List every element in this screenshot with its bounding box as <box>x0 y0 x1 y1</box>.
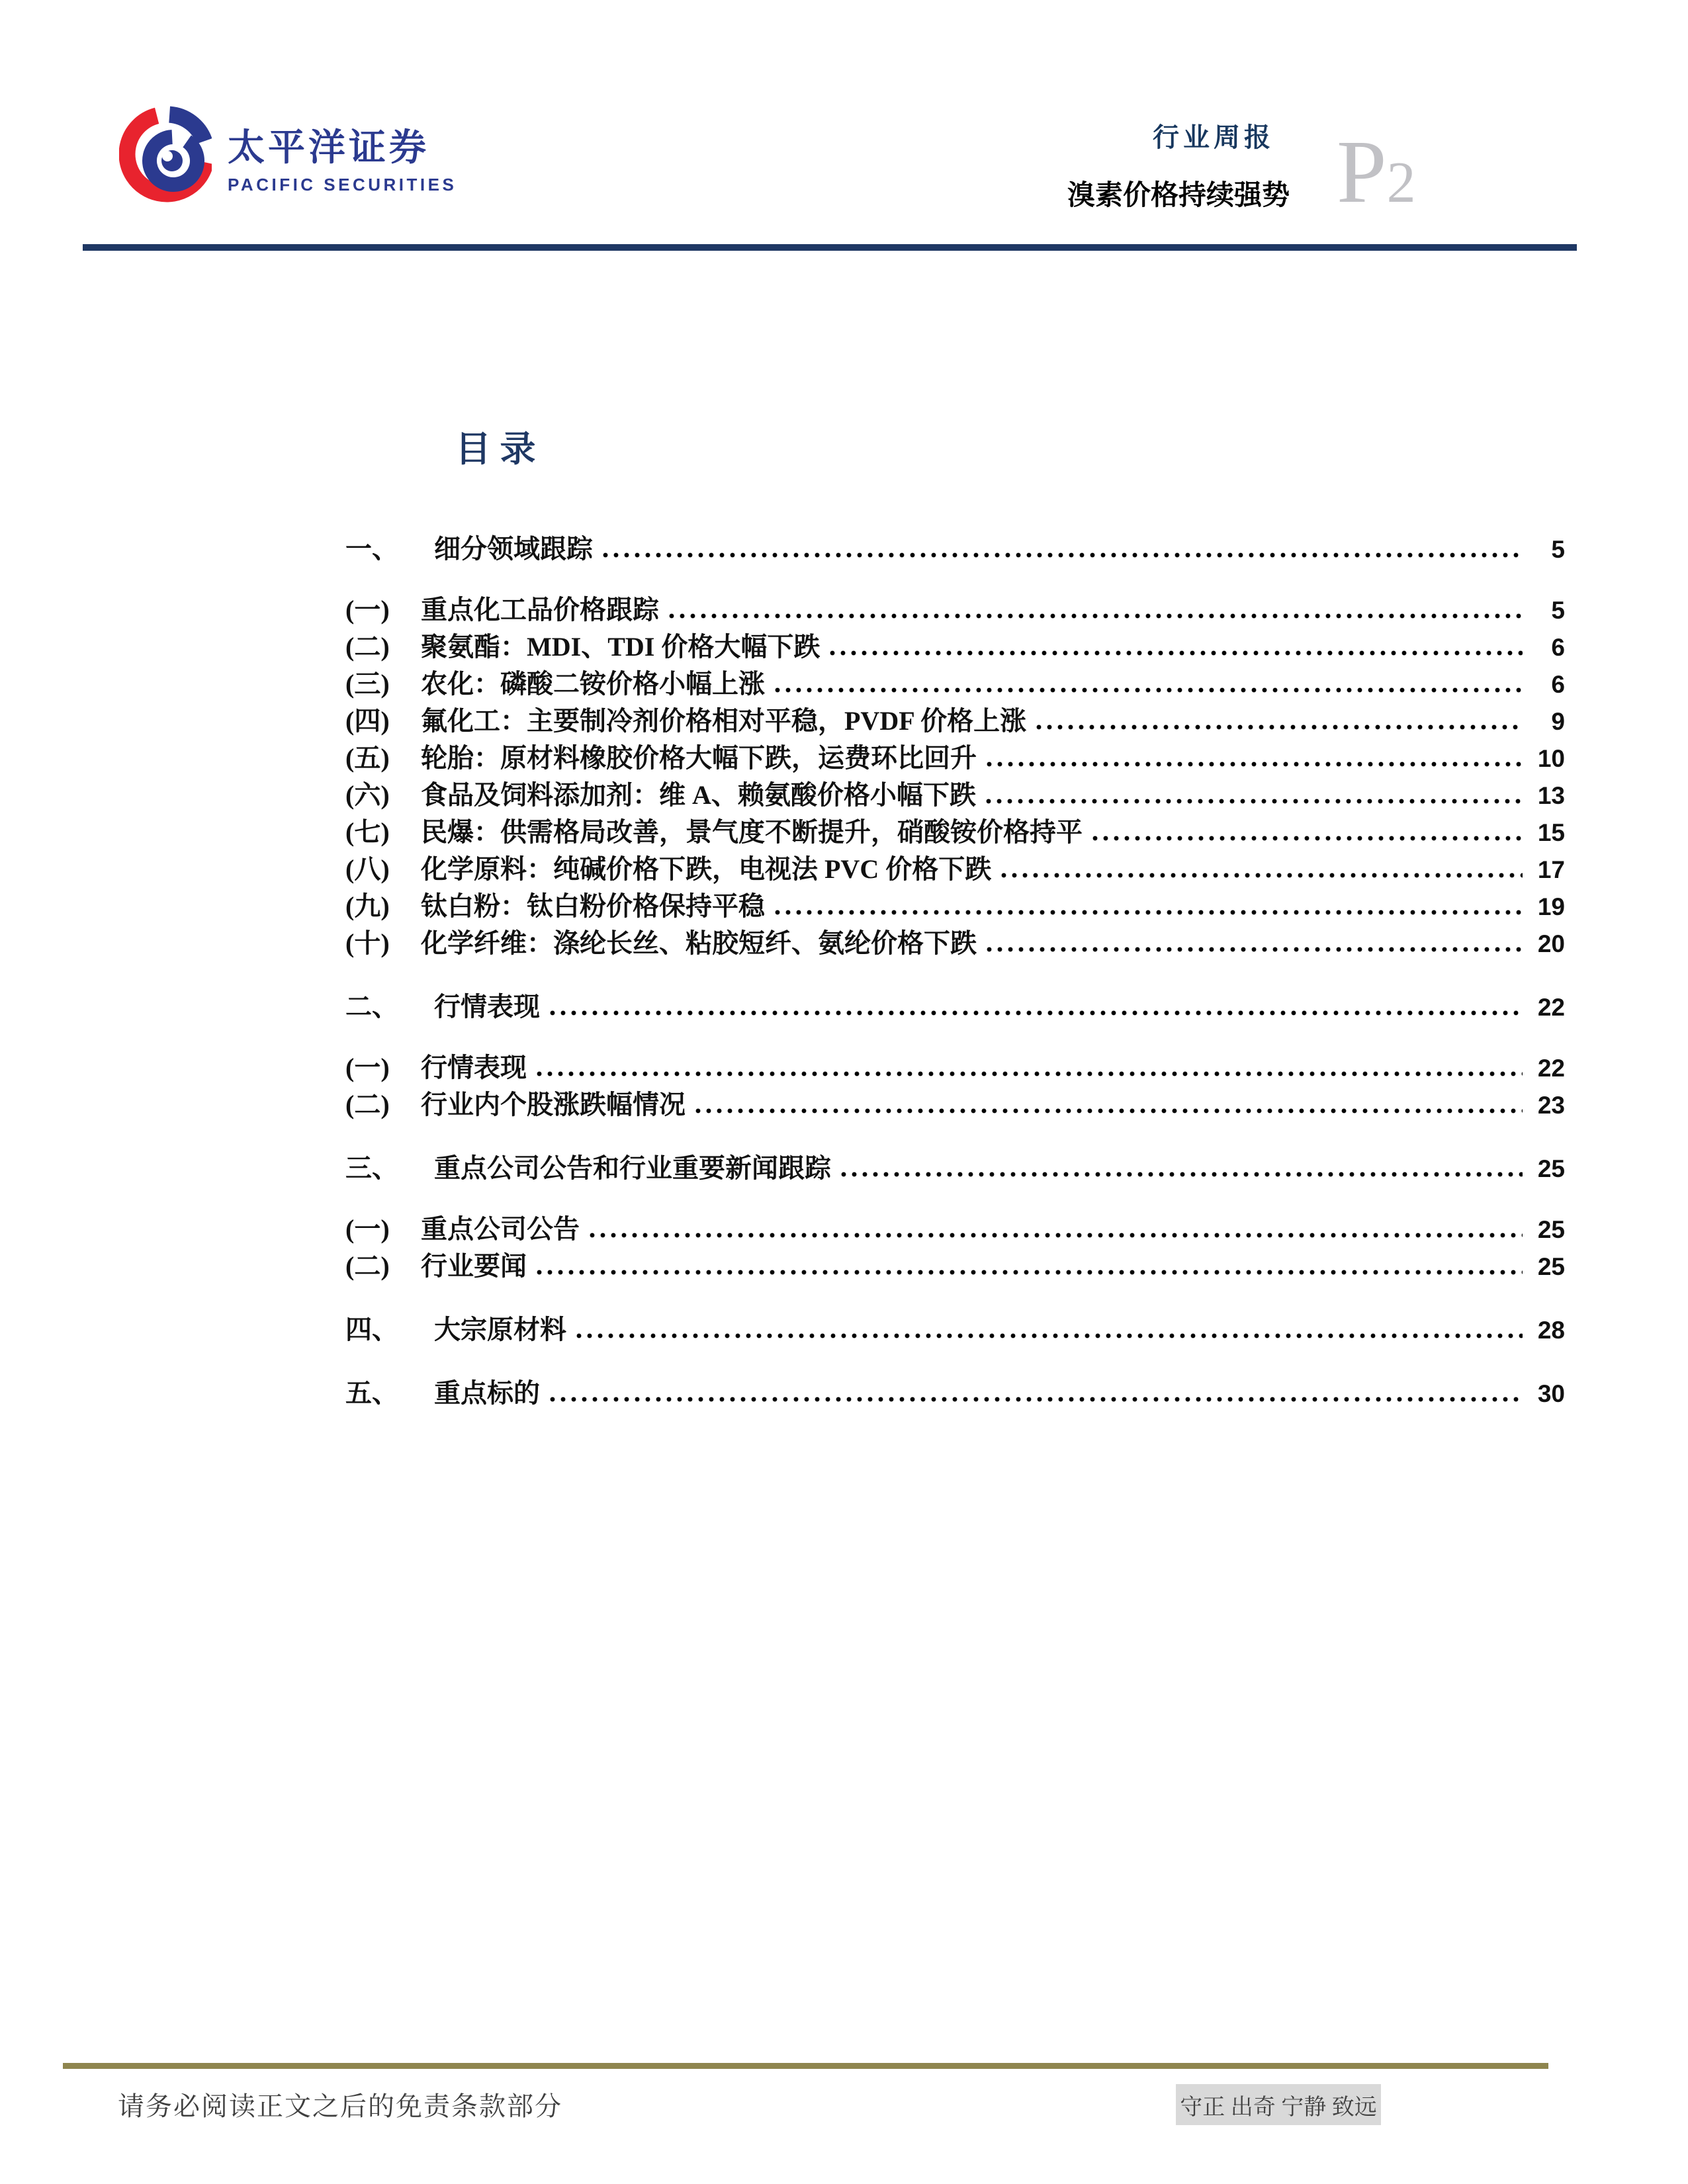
toc-entry-number: (九) <box>345 891 390 921</box>
toc-entry-label: 行业要闻 <box>421 1251 527 1281</box>
toc-entry[interactable] <box>345 1208 1565 1245</box>
toc-entry-page: 5 <box>1551 536 1565 563</box>
toc-leader-dots <box>576 1332 1523 1339</box>
toc-leader-dots <box>536 1070 1523 1077</box>
toc-entry-page: 25 <box>1537 1216 1565 1243</box>
toc-entry-number: (十) <box>345 928 390 958</box>
report-type: 行业周报 <box>1153 122 1274 152</box>
toc-leader-dots <box>1036 724 1523 730</box>
toc-entry-page: 10 <box>1537 745 1565 772</box>
toc-entry-page: 25 <box>1537 1253 1565 1280</box>
toc-leader-dots <box>840 1171 1523 1178</box>
toc-entry-number: (一) <box>345 595 390 625</box>
toc-title: 目 录 <box>455 429 536 469</box>
toc-entry[interactable] <box>345 811 1565 848</box>
toc-leader-dots <box>986 761 1523 767</box>
toc-leader-dots <box>602 552 1523 558</box>
toc-entry-number: 五、 <box>345 1378 398 1408</box>
toc-leader-dots <box>536 1269 1523 1276</box>
toc-entry-number: (四) <box>345 706 390 736</box>
toc-leader-dots <box>1092 835 1523 842</box>
toc-leader-dots <box>986 946 1523 953</box>
toc-entry-label: 聚氨酯：MDI、TDI 价格大幅下跌 <box>421 632 821 662</box>
toc-entry[interactable] <box>345 737 1565 774</box>
toc-entry-page: 6 <box>1551 671 1565 698</box>
toc-entry-label: 轮胎：原材料橡胶价格大幅下跌，运费环比回升 <box>421 743 977 773</box>
logo-english-name: PACIFIC SECURITIES <box>228 174 457 195</box>
toc-entry-page: 6 <box>1551 634 1565 661</box>
toc-leader-dots <box>695 1108 1523 1114</box>
toc-entry-number: (二) <box>345 1251 390 1281</box>
toc-entry-page: 20 <box>1537 930 1565 957</box>
toc-entry[interactable] <box>345 589 1565 626</box>
toc-entry-number: 二、 <box>345 992 398 1022</box>
toc-entry-label: 重点公司公告 <box>421 1214 580 1244</box>
logo-text <box>228 128 457 195</box>
toc-entry-label: 重点标的 <box>434 1378 540 1408</box>
toc-entry-label: 农化：磷酸二铵价格小幅上涨 <box>421 669 765 699</box>
toc-entry[interactable] <box>345 1047 1565 1084</box>
toc-entry-number: (七) <box>345 817 390 847</box>
toc-entry[interactable] <box>345 986 1565 1023</box>
toc-entry-label: 细分领域跟踪 <box>434 534 593 564</box>
footer-motto <box>1176 2084 1381 2125</box>
toc-leader-dots <box>1000 872 1523 879</box>
toc-entry-label: 民爆：供需格局改善，景气度不断提升，硝酸铵价格持平 <box>421 817 1083 847</box>
toc-leader-dots <box>589 1232 1523 1239</box>
page-badge-letter: P <box>1337 122 1387 222</box>
toc-entry-label: 行情表现 <box>434 992 540 1022</box>
toc-list <box>345 528 1565 1433</box>
toc-entry-number: 三、 <box>345 1153 398 1183</box>
toc-entry-label: 重点化工品价格跟踪 <box>421 595 659 625</box>
toc-leader-dots <box>829 650 1523 656</box>
toc-entry-number: (二) <box>345 1090 390 1119</box>
toc-entry[interactable] <box>345 1309 1565 1346</box>
page-number-badge <box>1337 122 1416 222</box>
toc-entry[interactable] <box>345 848 1565 885</box>
toc-entry-page: 15 <box>1537 819 1565 846</box>
toc-entry-number: (二) <box>345 632 390 662</box>
header-divider-line <box>83 244 1577 251</box>
toc-entry-page: 13 <box>1537 782 1565 809</box>
toc-entry[interactable] <box>345 774 1565 811</box>
toc-entry-number: (六) <box>345 780 390 810</box>
toc-entry-label: 钛白粉：钛白粉价格保持平稳 <box>421 891 765 921</box>
toc-entry-number: (五) <box>345 743 390 773</box>
toc-entry-page: 28 <box>1537 1317 1565 1344</box>
footer-divider-line <box>63 2063 1548 2069</box>
toc-entry[interactable] <box>345 663 1565 700</box>
toc-entry-page: 25 <box>1537 1155 1565 1182</box>
toc-entry[interactable] <box>345 700 1565 737</box>
toc-entry[interactable] <box>345 922 1565 959</box>
toc-entry[interactable] <box>345 1372 1565 1409</box>
toc-entry-page: 22 <box>1537 1055 1565 1082</box>
toc-entry-number: (一) <box>345 1214 390 1244</box>
report-title: 溴素价格持续强势 <box>1067 181 1290 211</box>
toc-entry-page: 9 <box>1551 708 1565 735</box>
pacific-securities-logo-icon <box>119 81 212 221</box>
toc-entry[interactable] <box>345 1084 1565 1121</box>
toc-entry[interactable] <box>345 528 1565 565</box>
toc-entry-number: 四、 <box>345 1315 398 1344</box>
toc-entry-page: 19 <box>1537 893 1565 920</box>
logo-chinese-name: 太平洋证券 <box>228 128 429 169</box>
toc-entry-page: 22 <box>1537 994 1565 1021</box>
toc-leader-dots <box>549 1396 1523 1403</box>
toc-leader-dots <box>549 1010 1523 1016</box>
toc-entry[interactable] <box>345 1245 1565 1282</box>
toc-entry-number: (三) <box>345 669 390 699</box>
toc-entry-label: 行业内个股涨跌幅情况 <box>421 1090 686 1119</box>
toc-entry-number: 一、 <box>345 534 398 564</box>
toc-entry-page: 23 <box>1537 1092 1565 1119</box>
logo <box>119 81 457 221</box>
page-badge-number: 2 <box>1386 151 1416 215</box>
toc-entry-page: 17 <box>1537 856 1565 883</box>
toc-leader-dots <box>774 909 1523 916</box>
toc-leader-dots <box>774 687 1523 693</box>
toc-entry-label: 行情表现 <box>421 1053 527 1082</box>
toc-leader-dots <box>668 613 1523 619</box>
toc-entry-label: 重点公司公告和行业重要新闻跟踪 <box>434 1153 831 1183</box>
toc-entry-label: 氟化工：主要制冷剂价格相对平稳，PVDF 价格上涨 <box>421 706 1027 736</box>
toc-entry-label: 化学原料：纯碱价格下跌，电视法 PVC 价格下跌 <box>421 854 992 884</box>
toc-entry-label: 食品及饲料添加剂：维 A、赖氨酸价格小幅下跌 <box>421 780 976 810</box>
footer-disclaimer: 请务必阅读正文之后的免责条款部分 <box>118 2091 562 2121</box>
toc-entry[interactable] <box>345 626 1565 663</box>
toc-entry[interactable] <box>345 885 1565 922</box>
footer-motto-text: 守正 出奇 宁静 致远 <box>1180 2095 1377 2120</box>
toc-entry-label: 大宗原材料 <box>434 1315 566 1344</box>
toc-entry-number: (一) <box>345 1053 390 1082</box>
toc-entry-page: 5 <box>1551 597 1565 624</box>
toc-entry[interactable] <box>345 1147 1565 1184</box>
toc-entry-number: (八) <box>345 854 390 884</box>
toc-entry-label: 化学纤维：涤纶长丝、粘胶短纤、氨纶价格下跌 <box>421 928 977 958</box>
toc-leader-dots <box>985 798 1523 805</box>
toc-entry-page: 30 <box>1537 1380 1565 1407</box>
